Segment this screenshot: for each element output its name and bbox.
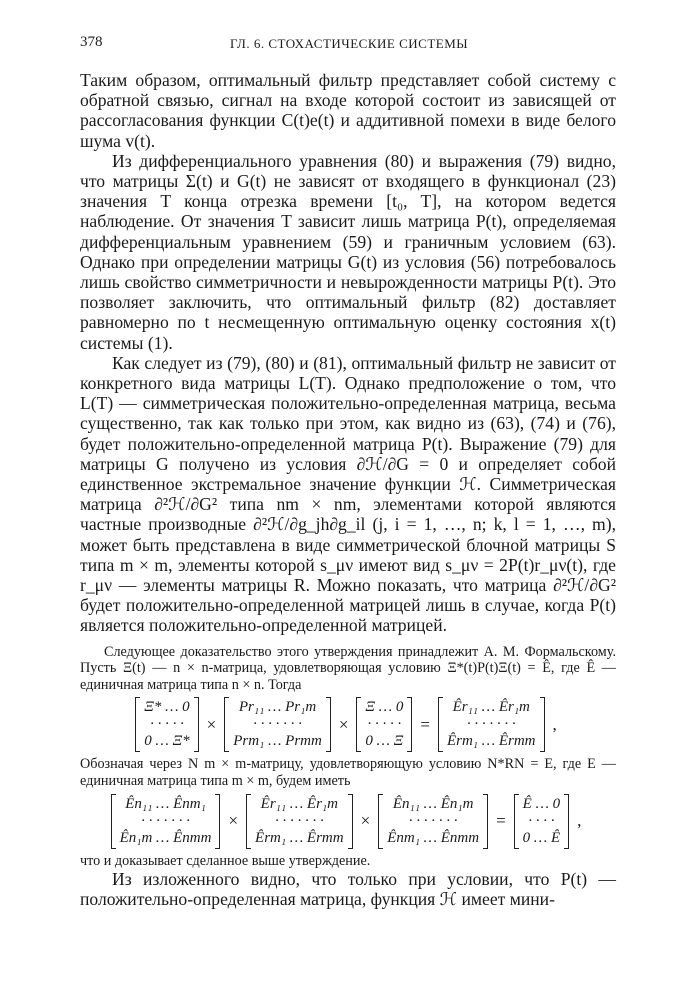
formula-2: Ên₁₁ … Ênm₁ · · · · · · · Ên₁m … Ênmm × Êr₁₁ … Êr₁m · · · · · · · Êrm₁ … Êrmm × Ên₁₁ … Ên₁m · · · · · · · Ênm₁ … Ênmm = Ê … 0 · · · · 0 … Ê , xyxy=(80,794,616,849)
page-body xyxy=(80,70,616,910)
matrix-xi: Ξ … 0 · · · · · 0 … Ξ xyxy=(356,697,412,752)
chapter-title: ГЛ. 6. СТОХАСТИЧЕСКИЕ СИСТЕМЫ xyxy=(230,36,469,51)
final-paragraph: Из изложенного видно, что только при условии, что P(t) — положительно-определенная матрица, функция ℋ имеет мини- xyxy=(80,869,616,910)
formula-1: Ξ* … 0 · · · · · 0 … Ξ* × Pr₁₁ … Pr₁m · · · · · · · Prm₁ … Prmm × Ξ … 0 · · · · · 0 … Ξ = Êr₁₁ … Êr₁m · · · · · · · Êrm₁ … Êrmm , xyxy=(80,697,616,752)
proof-middle: Обозначая через N m × m-матрицу, удовлетворяющую условию N*RN = E, где E — единичная матрица типа m × m, будем иметь xyxy=(80,756,616,790)
matrix-er-2: Êr₁₁ … Êr₁m · · · · · · · Êrm₁ … Êrmm xyxy=(246,794,353,849)
matrix-en: Ên₁₁ … Ên₁m · · · · · · · Ênm₁ … Ênmm xyxy=(378,794,488,849)
proof-intro: Следующее доказательство этого утверждения принадлежит А. М. Формальскому. Пусть Ξ(t) — n × n-матрица, удовлетворяющая условию Ξ*(t)P(t)Ξ(t) = Ê, где Ê — единичная матрица типа n × n. Тогда xyxy=(80,643,616,693)
matrix-identity: Ê … 0 · · · · 0 … Ê xyxy=(514,794,570,849)
matrix-xi-star: Ξ* … 0 · · · · · 0 … Ξ* xyxy=(135,697,198,752)
matrix-er: Êr₁₁ … Êr₁m · · · · · · · Êrm₁ … Êrmm xyxy=(438,697,545,752)
paragraph-1: Таким образом, оптимальный фильтр представляет собой систему с обратной связью, сигнал на входе которой состоит из зависящей от рассогласования функции C(t)e(t) и аддитивной помехи в виде белого шума v(t). xyxy=(80,70,616,151)
page-number: 378 xyxy=(80,34,103,50)
paragraph-2: Из дифференциального уравнения (80) и выражения (79) видно, что матрицы Σ(t) и G(t) не зависят от входящего в функционал (23) значения T конца отрезка времени [t₀, T], на котором ведется наблюдение. От значения T зависит лишь матрица P(t), определяемая дифференциальным уравнением (59) и граничным условием (63). Однако при определении матрицы G(t) из условия (56) потребовалось лишь свойство симметричности и невырожденности матрицы P(t). Это позволяет заключить, что оптимальный фильтр (82) доставляет равномерно по t несмещенную оптимальную оценку состояния x(t) системы (1). xyxy=(80,150,616,353)
matrix-pr: Pr₁₁ … Pr₁m · · · · · · · Prm₁ … Prmm xyxy=(224,697,331,752)
proof-conclusion: что и доказывает сделанное выше утверждение. xyxy=(80,852,371,869)
matrix-en-transposed: Ên₁₁ … Ênm₁ · · · · · · · Ên₁m … Ênmm xyxy=(111,794,221,849)
page-header xyxy=(80,34,620,56)
paragraph-3: Как следует из (79), (80) и (81), оптимальный фильтр не зависит от конкретного вида матрицы L(T). Однако предположение о том, что L(T) — симметрическая положительно-определенная матрица, весьма существенно, так как только при этом, как видно из (63), (74) и (76), будет положительно-определенной матрица P(t). Выражение (79) для матрицы G получено из условия ∂ℋ/∂G = 0 и определяет собой единственное экстремальное значение функции ℋ. Симметрическая матрица ∂²ℋ/∂G² типа nm × nm, элементами которой являются частные производные ∂²ℋ/∂g_jh∂g_il (j, i = 1, …, n; k, l = 1, …, m), может быть представлена в виде симметрической блочной матрицы S типа m × m, элементы которой s_μν имеют вид s_μν = 2P(t)r_μν(t), где r_μν — элементы матрицы R. Можно показать, что матрица ∂²ℋ/∂G² будет положительно-определенной матрицей лишь в случае, когда P(t) является положительно-определенной матрицей. xyxy=(80,352,616,636)
